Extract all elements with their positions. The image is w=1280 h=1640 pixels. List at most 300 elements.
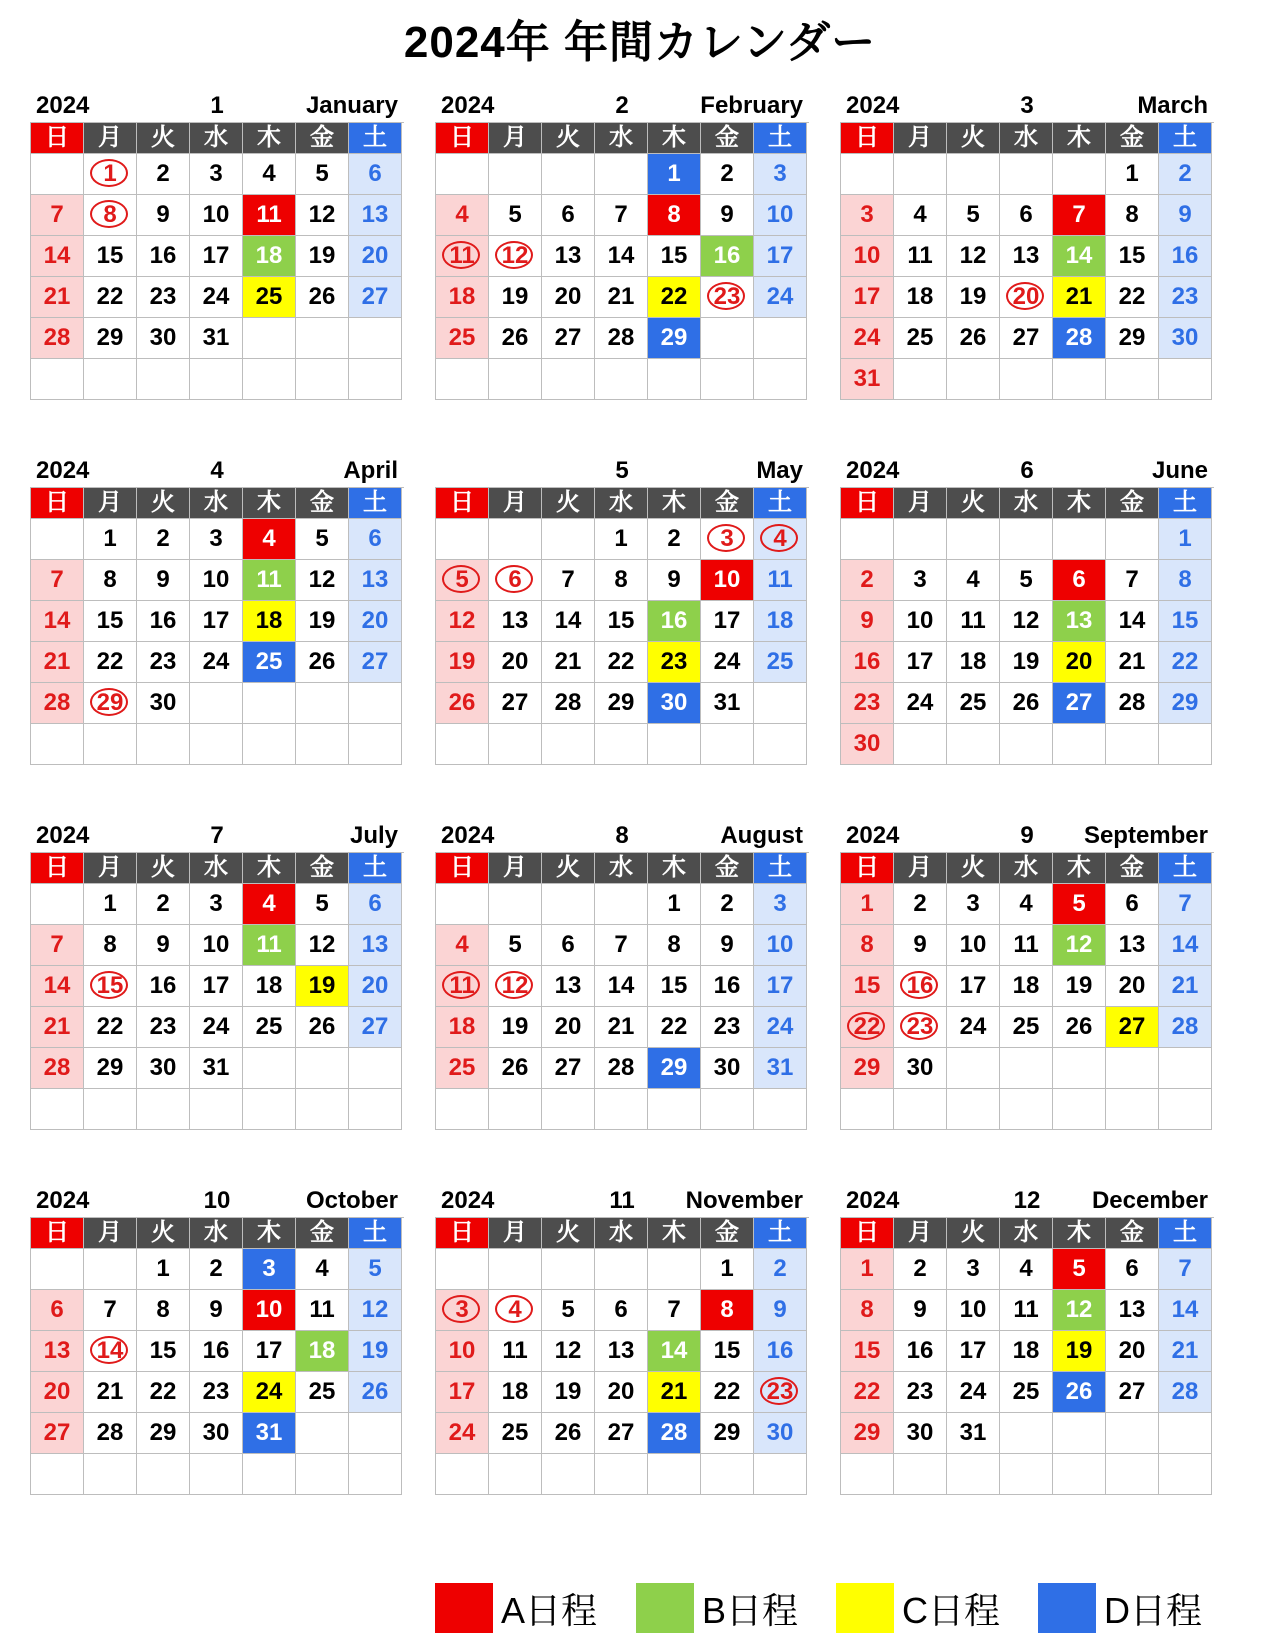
day-cell: 30	[190, 1413, 243, 1454]
weekday-label: 日	[31, 1218, 84, 1249]
weekday-label: 日	[841, 123, 894, 154]
day-cell: 13	[1106, 925, 1159, 966]
day-cell: 23	[701, 277, 754, 318]
day-cell: 29	[648, 318, 701, 359]
month-grid	[840, 852, 1214, 1130]
legend-swatch	[435, 1583, 493, 1633]
week-row	[436, 1249, 809, 1290]
month-year: 2024	[441, 1187, 495, 1214]
empty-cell	[137, 1454, 190, 1495]
day-cell: 20	[349, 601, 402, 642]
day-cell: 19	[349, 1331, 402, 1372]
day-cell: 26	[436, 683, 489, 724]
month-grid	[840, 487, 1214, 765]
month-header	[30, 818, 404, 852]
empty-cell	[595, 359, 648, 400]
month-year: 2024	[36, 822, 90, 849]
weekday-label: 木	[1053, 853, 1106, 884]
day-cell: 26	[489, 318, 542, 359]
weekday-label: 月	[84, 488, 137, 519]
month-calendar	[840, 818, 1214, 1130]
day-cell: 28	[595, 318, 648, 359]
week-row	[841, 318, 1214, 359]
month-number: 5	[615, 457, 629, 484]
weekday-label: 水	[190, 1218, 243, 1249]
empty-cell	[754, 1089, 807, 1130]
week-row	[841, 642, 1214, 683]
week-row	[436, 1413, 809, 1454]
day-cell: 2	[190, 1249, 243, 1290]
day-cell: 17	[701, 601, 754, 642]
empty-cell	[1106, 1048, 1159, 1089]
day-cell: 22	[701, 1372, 754, 1413]
week-row	[841, 925, 1214, 966]
weekday-label: 月	[84, 123, 137, 154]
day-cell: 10	[841, 236, 894, 277]
empty-cell	[1000, 1089, 1053, 1130]
empty-cell	[947, 1089, 1000, 1130]
week-row	[436, 318, 809, 359]
day-cell: 4	[436, 195, 489, 236]
day-cell: 6	[1106, 1249, 1159, 1290]
empty-cell	[947, 359, 1000, 400]
day-cell: 10	[436, 1331, 489, 1372]
empty-cell	[190, 1454, 243, 1495]
day-cell: 2	[894, 884, 947, 925]
day-cell: 23	[137, 1007, 190, 1048]
empty-cell	[436, 1249, 489, 1290]
weekday-label: 日	[31, 853, 84, 884]
day-cell: 1	[648, 154, 701, 195]
legend-label: D日程	[1104, 1589, 1202, 1631]
day-cell: 2	[137, 154, 190, 195]
day-cell: 24	[947, 1007, 1000, 1048]
empty-cell	[701, 1089, 754, 1130]
weekday-label: 日	[31, 488, 84, 519]
weekday-header-row	[436, 123, 809, 154]
weekday-label: 土	[754, 1218, 807, 1249]
day-cell: 24	[754, 1007, 807, 1048]
weekday-label: 水	[595, 488, 648, 519]
day-cell: 25	[243, 1007, 296, 1048]
month-header	[840, 88, 1214, 122]
weekday-label: 日	[841, 1218, 894, 1249]
week-row	[31, 1249, 404, 1290]
day-cell: 12	[1053, 1290, 1106, 1331]
day-cell: 10	[754, 925, 807, 966]
day-cell: 31	[841, 359, 894, 400]
month-header	[435, 453, 809, 487]
day-cell: 20	[542, 277, 595, 318]
day-cell: 24	[190, 1007, 243, 1048]
day-cell: 16	[137, 966, 190, 1007]
day-cell: 1	[701, 1249, 754, 1290]
empty-cell	[349, 359, 402, 400]
month-header	[840, 818, 1214, 852]
day-cell: 17	[841, 277, 894, 318]
week-row	[31, 966, 404, 1007]
month-year: 2024	[441, 822, 495, 849]
day-cell: 16	[137, 236, 190, 277]
weekday-label: 日	[841, 853, 894, 884]
weekday-label: 金	[701, 488, 754, 519]
day-cell: 19	[296, 601, 349, 642]
day-cell: 20	[542, 1007, 595, 1048]
month-calendar	[840, 1183, 1214, 1495]
weekday-label: 日	[436, 853, 489, 884]
day-cell: 1	[648, 884, 701, 925]
day-cell: 8	[137, 1290, 190, 1331]
empty-cell	[296, 683, 349, 724]
weekday-label: 火	[947, 123, 1000, 154]
day-cell: 27	[31, 1413, 84, 1454]
empty-cell	[489, 519, 542, 560]
day-cell: 5	[947, 195, 1000, 236]
week-row	[31, 154, 404, 195]
empty-cell	[542, 1089, 595, 1130]
day-cell: 12	[489, 966, 542, 1007]
day-cell: 24	[894, 683, 947, 724]
weekday-label: 木	[243, 123, 296, 154]
day-cell: 9	[137, 195, 190, 236]
day-cell: 3	[701, 519, 754, 560]
empty-cell	[947, 724, 1000, 765]
weekday-label: 火	[947, 853, 1000, 884]
week-row	[31, 1413, 404, 1454]
day-cell: 30	[701, 1048, 754, 1089]
weekday-label: 土	[1159, 123, 1212, 154]
day-cell: 15	[701, 1331, 754, 1372]
weekday-label: 木	[243, 1218, 296, 1249]
day-cell: 10	[701, 560, 754, 601]
empty-cell	[894, 1089, 947, 1130]
empty-cell	[595, 154, 648, 195]
month-grid	[435, 122, 809, 400]
month-english-name: July	[349, 822, 398, 849]
weekday-label: 金	[701, 123, 754, 154]
day-cell: 28	[1159, 1372, 1212, 1413]
day-cell: 25	[947, 683, 1000, 724]
weekday-label: 金	[701, 853, 754, 884]
month-grid	[30, 852, 404, 1130]
day-cell: 6	[595, 1290, 648, 1331]
empty-cell	[947, 1454, 1000, 1495]
week-row	[436, 1290, 809, 1331]
month-number: 2	[615, 92, 629, 119]
day-cell: 12	[296, 195, 349, 236]
day-cell: 26	[1053, 1372, 1106, 1413]
day-cell: 9	[190, 1290, 243, 1331]
day-cell: 6	[349, 884, 402, 925]
day-cell: 4	[243, 519, 296, 560]
weekday-header-row	[31, 488, 404, 519]
empty-cell	[436, 154, 489, 195]
week-row	[841, 560, 1214, 601]
day-cell: 8	[648, 925, 701, 966]
day-cell: 18	[436, 277, 489, 318]
day-cell: 7	[595, 925, 648, 966]
month-header	[30, 453, 404, 487]
day-cell: 5	[349, 1249, 402, 1290]
day-cell: 2	[1159, 154, 1212, 195]
day-cell: 11	[243, 560, 296, 601]
empty-cell	[489, 1454, 542, 1495]
weekday-label: 木	[648, 853, 701, 884]
empty-cell	[243, 1454, 296, 1495]
weekday-label: 火	[137, 123, 190, 154]
day-cell: 4	[1000, 1249, 1053, 1290]
day-cell: 25	[436, 1048, 489, 1089]
month-header	[840, 453, 1214, 487]
day-cell: 19	[542, 1372, 595, 1413]
day-cell: 24	[947, 1372, 1000, 1413]
empty-cell	[1106, 359, 1159, 400]
empty-cell	[436, 884, 489, 925]
week-row	[841, 1331, 1214, 1372]
empty-cell	[947, 519, 1000, 560]
empty-cell	[1159, 1089, 1212, 1130]
weekday-header-row	[841, 488, 1214, 519]
day-cell: 25	[436, 318, 489, 359]
day-cell: 2	[841, 560, 894, 601]
day-cell: 19	[947, 277, 1000, 318]
empty-cell	[595, 1454, 648, 1495]
empty-cell	[243, 724, 296, 765]
month-year: 2024	[846, 822, 900, 849]
month-calendar	[30, 818, 404, 1130]
month-header	[30, 1183, 404, 1217]
weekday-header-row	[31, 1218, 404, 1249]
day-cell: 12	[436, 601, 489, 642]
day-cell: 27	[595, 1413, 648, 1454]
legend-item	[1038, 1583, 1202, 1633]
day-cell: 24	[190, 642, 243, 683]
weekday-label: 木	[1053, 488, 1106, 519]
month-calendar	[30, 88, 404, 400]
empty-cell	[1053, 519, 1106, 560]
day-cell: 16	[701, 236, 754, 277]
day-cell: 7	[1053, 195, 1106, 236]
day-cell: 18	[489, 1372, 542, 1413]
weekday-label: 月	[84, 853, 137, 884]
empty-cell	[436, 1454, 489, 1495]
legend	[0, 1583, 1280, 1639]
day-cell: 7	[31, 925, 84, 966]
day-cell: 27	[1106, 1007, 1159, 1048]
day-cell: 23	[894, 1372, 947, 1413]
month-grid	[435, 487, 809, 765]
day-cell: 20	[1106, 1331, 1159, 1372]
weekday-label: 水	[190, 488, 243, 519]
month-english-name: January	[305, 92, 398, 119]
month-year: 2024	[441, 92, 495, 119]
day-cell: 26	[1000, 683, 1053, 724]
day-cell: 23	[894, 1007, 947, 1048]
day-cell: 16	[701, 966, 754, 1007]
day-cell: 8	[1106, 195, 1159, 236]
empty-cell	[1000, 519, 1053, 560]
day-cell: 9	[137, 560, 190, 601]
empty-cell	[1159, 724, 1212, 765]
month-number: 9	[1020, 822, 1034, 849]
month-calendar	[435, 453, 809, 765]
day-cell: 28	[1159, 1007, 1212, 1048]
day-cell: 6	[31, 1290, 84, 1331]
day-cell: 7	[31, 560, 84, 601]
empty-cell	[296, 1413, 349, 1454]
day-cell: 2	[137, 519, 190, 560]
day-cell: 16	[894, 1331, 947, 1372]
day-cell: 27	[489, 683, 542, 724]
day-cell: 10	[947, 925, 1000, 966]
day-cell: 21	[648, 1372, 701, 1413]
week-row	[31, 1007, 404, 1048]
day-cell: 7	[84, 1290, 137, 1331]
day-cell: 11	[436, 966, 489, 1007]
month-english-name: May	[756, 457, 803, 484]
week-row	[436, 1454, 809, 1495]
week-row	[31, 277, 404, 318]
day-cell: 17	[947, 1331, 1000, 1372]
day-cell: 3	[436, 1290, 489, 1331]
day-cell: 9	[894, 925, 947, 966]
day-cell: 13	[1000, 236, 1053, 277]
week-row	[436, 1331, 809, 1372]
day-cell: 23	[190, 1372, 243, 1413]
empty-cell	[296, 724, 349, 765]
day-cell: 11	[894, 236, 947, 277]
weekday-label: 水	[1000, 123, 1053, 154]
day-cell: 12	[296, 560, 349, 601]
week-row	[436, 1048, 809, 1089]
day-cell: 11	[1000, 925, 1053, 966]
weekday-label: 日	[841, 488, 894, 519]
day-cell: 14	[31, 236, 84, 277]
weekday-label: 水	[595, 123, 648, 154]
legend-label: B日程	[702, 1589, 799, 1631]
empty-cell	[595, 884, 648, 925]
week-row	[31, 519, 404, 560]
weekday-label: 月	[84, 1218, 137, 1249]
day-cell: 5	[1053, 1249, 1106, 1290]
day-cell: 23	[754, 1372, 807, 1413]
week-row	[436, 359, 809, 400]
day-cell: 10	[190, 925, 243, 966]
week-row	[841, 359, 1214, 400]
day-cell: 14	[31, 966, 84, 1007]
empty-cell	[841, 519, 894, 560]
day-cell: 17	[190, 236, 243, 277]
day-cell: 3	[894, 560, 947, 601]
weekday-label: 金	[1106, 853, 1159, 884]
empty-cell	[349, 724, 402, 765]
day-cell: 13	[542, 236, 595, 277]
legend-swatch	[836, 1583, 894, 1633]
empty-cell	[1053, 1089, 1106, 1130]
week-row	[841, 195, 1214, 236]
day-cell: 7	[1159, 1249, 1212, 1290]
day-cell: 10	[894, 601, 947, 642]
day-cell: 16	[137, 601, 190, 642]
empty-cell	[1159, 1454, 1212, 1495]
day-cell: 9	[1159, 195, 1212, 236]
weekday-label: 月	[894, 488, 947, 519]
day-cell: 25	[1000, 1007, 1053, 1048]
month-header	[435, 818, 809, 852]
day-cell: 4	[489, 1290, 542, 1331]
month-year: 2024	[846, 92, 900, 119]
empty-cell	[31, 884, 84, 925]
day-cell: 23	[1159, 277, 1212, 318]
day-cell: 13	[1053, 601, 1106, 642]
day-cell: 20	[349, 966, 402, 1007]
day-cell: 26	[542, 1413, 595, 1454]
day-cell: 12	[542, 1331, 595, 1372]
weekday-header-row	[841, 1218, 1214, 1249]
day-cell: 21	[1106, 642, 1159, 683]
week-row	[841, 1454, 1214, 1495]
day-cell: 1	[84, 519, 137, 560]
week-row	[841, 1048, 1214, 1089]
empty-cell	[436, 724, 489, 765]
day-cell: 6	[349, 519, 402, 560]
empty-cell	[894, 724, 947, 765]
weekday-label: 水	[1000, 853, 1053, 884]
day-cell: 9	[894, 1290, 947, 1331]
empty-cell	[1000, 1048, 1053, 1089]
day-cell: 30	[137, 683, 190, 724]
day-cell: 13	[349, 560, 402, 601]
day-cell: 29	[648, 1048, 701, 1089]
empty-cell	[489, 1249, 542, 1290]
week-row	[436, 724, 809, 765]
day-cell: 27	[349, 1007, 402, 1048]
day-cell: 18	[894, 277, 947, 318]
weekday-label: 土	[349, 488, 402, 519]
day-cell: 14	[1106, 601, 1159, 642]
month-calendar	[840, 453, 1214, 765]
day-cell: 19	[1053, 1331, 1106, 1372]
weekday-label: 水	[1000, 488, 1053, 519]
empty-cell	[31, 724, 84, 765]
day-cell: 16	[841, 642, 894, 683]
day-cell: 25	[894, 318, 947, 359]
month-year: 2024	[846, 457, 900, 484]
empty-cell	[1053, 154, 1106, 195]
week-row	[436, 236, 809, 277]
empty-cell	[349, 1089, 402, 1130]
empty-cell	[31, 519, 84, 560]
day-cell: 22	[137, 1372, 190, 1413]
empty-cell	[296, 359, 349, 400]
weekday-label: 火	[137, 1218, 190, 1249]
empty-cell	[701, 724, 754, 765]
day-cell: 6	[542, 925, 595, 966]
day-cell: 21	[31, 1007, 84, 1048]
day-cell: 24	[701, 642, 754, 683]
day-cell: 18	[243, 601, 296, 642]
weekday-label: 金	[296, 488, 349, 519]
legend-swatch	[636, 1583, 694, 1633]
weekday-label: 日	[31, 123, 84, 154]
empty-cell	[243, 359, 296, 400]
day-cell: 1	[841, 884, 894, 925]
week-row	[31, 195, 404, 236]
weekday-label: 土	[349, 853, 402, 884]
weekday-label: 火	[542, 853, 595, 884]
day-cell: 15	[1159, 601, 1212, 642]
month-calendar	[435, 1183, 809, 1495]
